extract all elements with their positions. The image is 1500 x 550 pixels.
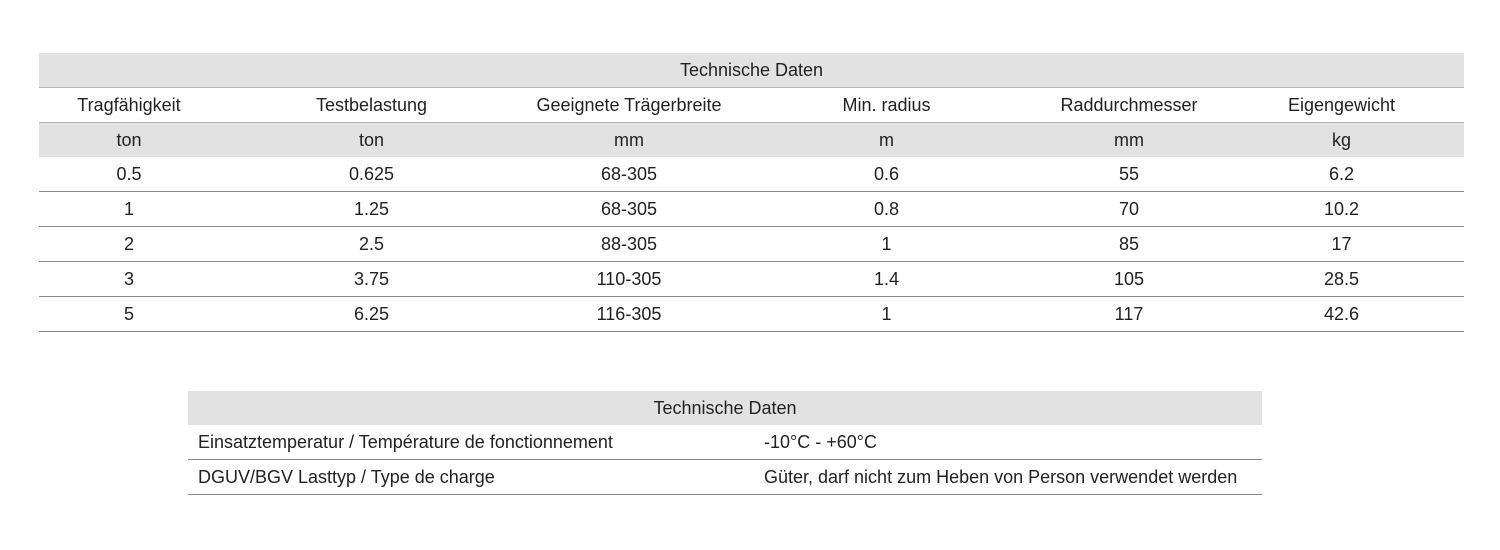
unit-cell: mm <box>524 123 734 158</box>
table-title: Technische Daten <box>188 391 1262 425</box>
table-cell: 117 <box>1039 297 1219 332</box>
header-cell: Tragfähigkeit <box>39 88 219 123</box>
table-cell: 105 <box>1039 262 1219 297</box>
table-row <box>188 460 1262 495</box>
table-cell: 116-305 <box>524 297 734 332</box>
table-cell: 0.5 <box>39 157 219 192</box>
table-cell: 68-305 <box>524 157 734 192</box>
header-cell: Min. radius <box>734 88 1039 123</box>
table-cell: 55 <box>1039 157 1219 192</box>
table-cell: 28.5 <box>1219 262 1464 297</box>
property-value: -10°C - +60°C <box>764 425 1262 460</box>
table-cell: 3.75 <box>219 262 524 297</box>
header-cell: Testbelastung <box>219 88 524 123</box>
unit-cell: mm <box>1039 123 1219 158</box>
table-cell: 110-305 <box>524 262 734 297</box>
table-cell: 2 <box>39 227 219 262</box>
table-cell: 2.5 <box>219 227 524 262</box>
table-cell: 1 <box>734 227 1039 262</box>
unit-cell: m <box>734 123 1039 158</box>
header-row <box>39 88 1464 123</box>
table-row <box>39 157 1464 192</box>
property-label: Einsatztemperatur / Température de fonctionnement <box>188 425 764 460</box>
table-cell: 1.4 <box>734 262 1039 297</box>
table-row <box>39 192 1464 227</box>
table-row <box>39 297 1464 332</box>
table-cell: 6.25 <box>219 297 524 332</box>
table-cell: 5 <box>39 297 219 332</box>
table-cell: 88-305 <box>524 227 734 262</box>
table-cell: 70 <box>1039 192 1219 227</box>
header-cell: Geeignete Trägerbreite <box>524 88 734 123</box>
table-row <box>188 425 1262 460</box>
table-cell: 1 <box>734 297 1039 332</box>
table-cell: 3 <box>39 262 219 297</box>
table-cell: 0.625 <box>219 157 524 192</box>
table-cell: 0.6 <box>734 157 1039 192</box>
unit-cell: kg <box>1219 123 1464 158</box>
table-cell: 10.2 <box>1219 192 1464 227</box>
property-value: Güter, darf nicht zum Heben von Person verwendet werden <box>764 460 1262 495</box>
table-cell: 0.8 <box>734 192 1039 227</box>
table-title: Technische Daten <box>39 53 1464 88</box>
table-title-row <box>188 391 1262 425</box>
table-cell: 6.2 <box>1219 157 1464 192</box>
table-cell: 85 <box>1039 227 1219 262</box>
units-row <box>39 123 1464 158</box>
technical-data-table <box>39 53 1464 332</box>
table-row <box>39 262 1464 297</box>
table-cell: 68-305 <box>524 192 734 227</box>
table-row <box>39 227 1464 262</box>
header-cell: Eigengewicht <box>1219 88 1464 123</box>
table-cell: 17 <box>1219 227 1464 262</box>
operating-conditions-table <box>188 391 1262 495</box>
unit-cell: ton <box>219 123 524 158</box>
unit-cell: ton <box>39 123 219 158</box>
table-cell: 1 <box>39 192 219 227</box>
table-title-row <box>39 53 1464 88</box>
property-label: DGUV/BGV Lasttyp / Type de charge <box>188 460 764 495</box>
table-cell: 42.6 <box>1219 297 1464 332</box>
table-cell: 1.25 <box>219 192 524 227</box>
header-cell: Raddurchmesser <box>1039 88 1219 123</box>
